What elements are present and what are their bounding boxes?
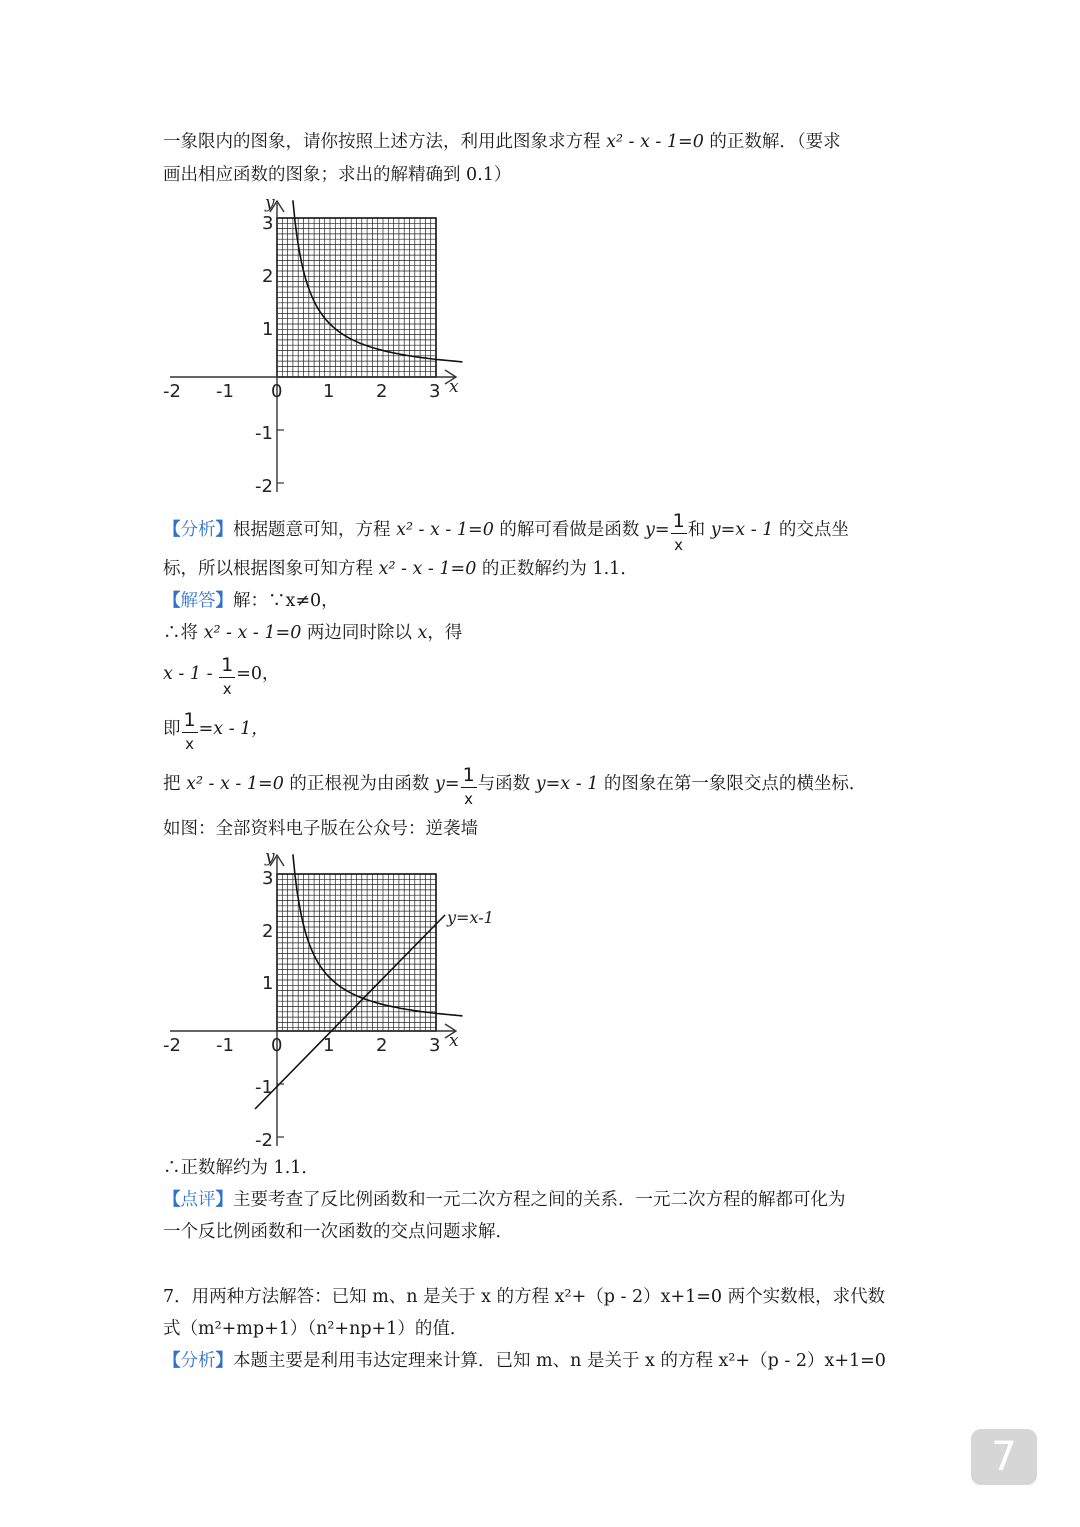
fraction: $\frac{1}{x}$ <box>221 654 234 698</box>
comment-line-2: 一个反比例函数和一次函数的交点问题求解． <box>163 1222 513 1242</box>
x-tick: -2 <box>163 1035 181 1056</box>
y-tick: -2 <box>255 1130 273 1151</box>
comment-tag: 【点评】 <box>163 1190 233 1210</box>
x-tick: 1 <box>323 1035 335 1056</box>
x-tick: 0 <box>271 381 283 402</box>
line-label: y=x-1 <box>447 908 494 927</box>
comment-line-1: 【点评】主要考查了反比例函数和一元二次方程之间的关系．一元二次方程的解都可化为 <box>163 1190 846 1210</box>
y-tick: 3 <box>262 213 274 234</box>
question-7-line-2: 式（m²+mp+1）（n²+np+1）的值． <box>163 1319 468 1339</box>
conclusion-line: ∴正数解约为 1.1． <box>163 1158 319 1178</box>
analysis-line-1: 【分析】根据题意可知，方程 x² - x - 1=0 的解可看做是函数 y= $\frac{1}{x}$ 和 y=x - 1 的交点坐 <box>163 510 849 554</box>
y-tick: 1 <box>262 973 274 994</box>
x-tick: 1 <box>323 381 335 402</box>
analysis-line-2: 标，所以根据图象可知方程 x² - x - 1=0 的正数解约为 1.1． <box>163 559 638 579</box>
y-axis-label: y <box>265 195 275 213</box>
y-tick: 2 <box>262 266 274 287</box>
y-tick: -2 <box>255 476 273 497</box>
grid <box>277 218 436 377</box>
solution-line-1: 【解答】解：∵x≠0， <box>163 591 339 611</box>
x-tick: 2 <box>376 1035 388 1056</box>
solution-line-6: 如图：全部资料电子版在公众号：逆袭墙 <box>163 819 478 839</box>
fraction: $\frac{1}{x}$ <box>183 709 196 753</box>
graph-intersection <box>155 849 515 1154</box>
grid <box>277 874 436 1031</box>
x-tick: -2 <box>163 381 181 402</box>
page-number-badge <box>971 1429 1037 1485</box>
fraction: $\frac{1}{x}$ <box>672 510 685 554</box>
graph-hyperbola <box>155 195 475 500</box>
x-axis-label: x <box>449 377 459 397</box>
problem-line-1: 一象限内的图象，请你按照上述方法，利用此图象求方程 x² - x - 1=0 的正数解．（要求 <box>163 132 841 152</box>
y-tick: -1 <box>255 423 273 444</box>
solution-line-3: x - 1 - $\frac{1}{x}$ =0， <box>163 654 280 698</box>
x-tick: 3 <box>429 381 441 402</box>
solution-tag: 【解答】 <box>163 591 233 611</box>
y-axis-label: y <box>265 849 275 867</box>
y-tick: -1 <box>255 1077 273 1098</box>
x-axis-label: x <box>449 1031 459 1051</box>
x-tick: 3 <box>429 1035 441 1056</box>
page-number: 7 <box>991 1434 1017 1480</box>
x-tick: 2 <box>376 381 388 402</box>
problem-line-2: 画出相应函数的图象；求出的解精确到 0.1） <box>163 165 512 185</box>
x-tick: 0 <box>271 1035 283 1056</box>
fraction: $\frac{1}{x}$ <box>462 764 475 808</box>
y-tick: 3 <box>262 868 274 889</box>
analysis-tag: 【分析】 <box>163 520 233 540</box>
y-tick: 2 <box>262 921 274 942</box>
y-tick: 1 <box>262 319 274 340</box>
solution-line-5: 把 x² - x - 1=0 的正根视为由函数 y= $\frac{1}{x}$ 与函数 y=x - 1 的图象在第一象限交点的横坐标． <box>163 764 867 808</box>
solution-line-2: ∴将 x² - x - 1=0 两边同时除以 x，得 <box>163 623 463 643</box>
question-7-line-1: 7．用两种方法解答：已知 m、n 是关于 x 的方程 x²+（p - 2）x+1=0 两个实数根，求代数 <box>163 1287 886 1307</box>
x-tick: -1 <box>216 381 234 402</box>
solution-line-4: 即 $\frac{1}{x}$ =x - 1， <box>163 709 269 753</box>
analysis-2-tag: 【分析】 <box>163 1351 233 1371</box>
analysis-2-line: 【分析】本题主要是利用韦达定理来计算．已知 m、n 是关于 x 的方程 x²+（p - 2）x+1=0 <box>163 1351 886 1371</box>
x-tick: -1 <box>216 1035 234 1056</box>
